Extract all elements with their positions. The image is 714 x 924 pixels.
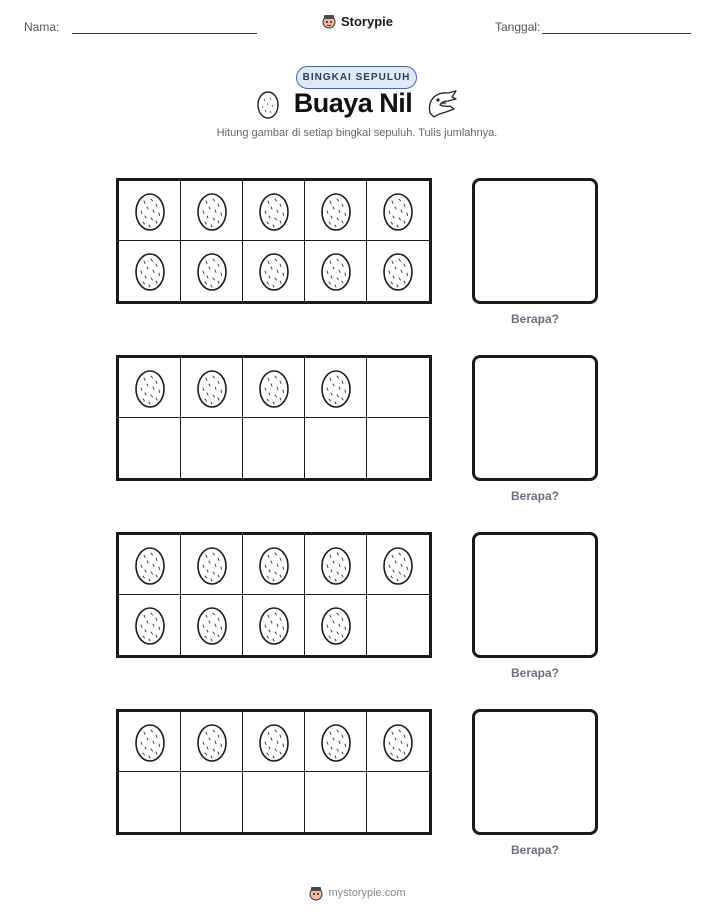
egg-icon [258, 191, 290, 231]
ten-frame-cell [243, 712, 305, 772]
answer-label: Berapa? [510, 843, 560, 857]
answer-label: Berapa? [510, 666, 560, 680]
egg-icon [196, 368, 228, 408]
worksheet-type-badge: BINGKAI SEPULUH [296, 66, 417, 89]
egg-icon [320, 251, 352, 291]
ten-frame-cell [367, 241, 429, 301]
page-title: Buaya Nil [293, 88, 413, 118]
ten-frame [116, 355, 432, 481]
egg-icon [258, 368, 290, 408]
egg-icon [382, 722, 414, 762]
ten-frame-cell [367, 181, 429, 241]
ten-frame-cell [305, 772, 367, 832]
egg-icon [134, 191, 166, 231]
ten-frame-cell [119, 595, 181, 655]
answer-label: Berapa? [510, 312, 560, 326]
answer-box[interactable] [472, 532, 598, 658]
ten-frame-cell [181, 535, 243, 595]
brand-name: Storypie [340, 13, 393, 29]
ten-frame-cell [243, 241, 305, 301]
egg-icon [134, 368, 166, 408]
ten-frame-cell [119, 418, 181, 478]
egg-icon [196, 251, 228, 291]
ten-frame-cell [305, 418, 367, 478]
ten-frame-cell [367, 358, 429, 418]
egg-icon [256, 89, 280, 119]
ten-frame-cell [243, 772, 305, 832]
egg-icon [320, 545, 352, 585]
ten-frame-cell [119, 181, 181, 241]
ten-frame-cell [119, 358, 181, 418]
ten-frame-cell [367, 418, 429, 478]
ten-frame-cell [181, 712, 243, 772]
egg-icon [382, 545, 414, 585]
egg-icon [320, 368, 352, 408]
storypie-mascot-icon [308, 885, 324, 901]
ten-frame-cell [243, 595, 305, 655]
egg-icon [196, 545, 228, 585]
egg-icon [258, 605, 290, 645]
footer-url[interactable]: mystorypie.com [328, 887, 406, 899]
brand-logo [0, 13, 714, 29]
ten-frame-cell [305, 712, 367, 772]
ten-frame-cell [305, 358, 367, 418]
egg-icon [258, 545, 290, 585]
footer [0, 885, 714, 901]
egg-icon [258, 722, 290, 762]
answer-box[interactable] [472, 355, 598, 481]
date-label: Tanggal: [495, 20, 541, 34]
ten-frame [116, 709, 432, 835]
ten-frame-cell [243, 535, 305, 595]
egg-icon [320, 605, 352, 645]
ten-frame-cell [119, 241, 181, 301]
ten-frame-cell [181, 241, 243, 301]
ten-frame-cell [181, 418, 243, 478]
egg-icon [134, 722, 166, 762]
answer-box[interactable] [472, 709, 598, 835]
ten-frame-cell [305, 595, 367, 655]
egg-icon [196, 722, 228, 762]
ten-frame-cell [305, 241, 367, 301]
crocodile-icon [426, 89, 458, 119]
ten-frame-cell [243, 418, 305, 478]
egg-icon [196, 605, 228, 645]
ten-frame-cell [367, 535, 429, 595]
ten-frame-cell [243, 181, 305, 241]
egg-icon [320, 722, 352, 762]
name-line[interactable] [72, 33, 257, 34]
date-line[interactable] [542, 33, 691, 34]
answer-box[interactable] [472, 178, 598, 304]
egg-icon [134, 545, 166, 585]
egg-icon [134, 605, 166, 645]
egg-icon [134, 251, 166, 291]
answer-label: Berapa? [510, 489, 560, 503]
ten-frame-cell [181, 358, 243, 418]
ten-frame-cell [119, 712, 181, 772]
ten-frame-cell [305, 181, 367, 241]
egg-icon [320, 191, 352, 231]
instructions: Hitung gambar di setiap bingkai sepuluh. Tulis jumlahnya. [216, 127, 498, 139]
egg-icon [382, 251, 414, 291]
egg-icon [382, 191, 414, 231]
ten-frame [116, 532, 432, 658]
ten-frame-cell [367, 712, 429, 772]
egg-icon [258, 251, 290, 291]
name-label: Nama: [24, 20, 60, 34]
ten-frame [116, 178, 432, 304]
ten-frame-cell [181, 595, 243, 655]
ten-frame-cell [305, 535, 367, 595]
ten-frame-cell [119, 772, 181, 832]
ten-frame-cell [243, 358, 305, 418]
ten-frame-cell [367, 772, 429, 832]
ten-frame-cell [181, 181, 243, 241]
storypie-mascot-icon [321, 13, 337, 29]
ten-frame-cell [181, 772, 243, 832]
ten-frame-cell [119, 535, 181, 595]
ten-frame-cell [367, 595, 429, 655]
egg-icon [196, 191, 228, 231]
